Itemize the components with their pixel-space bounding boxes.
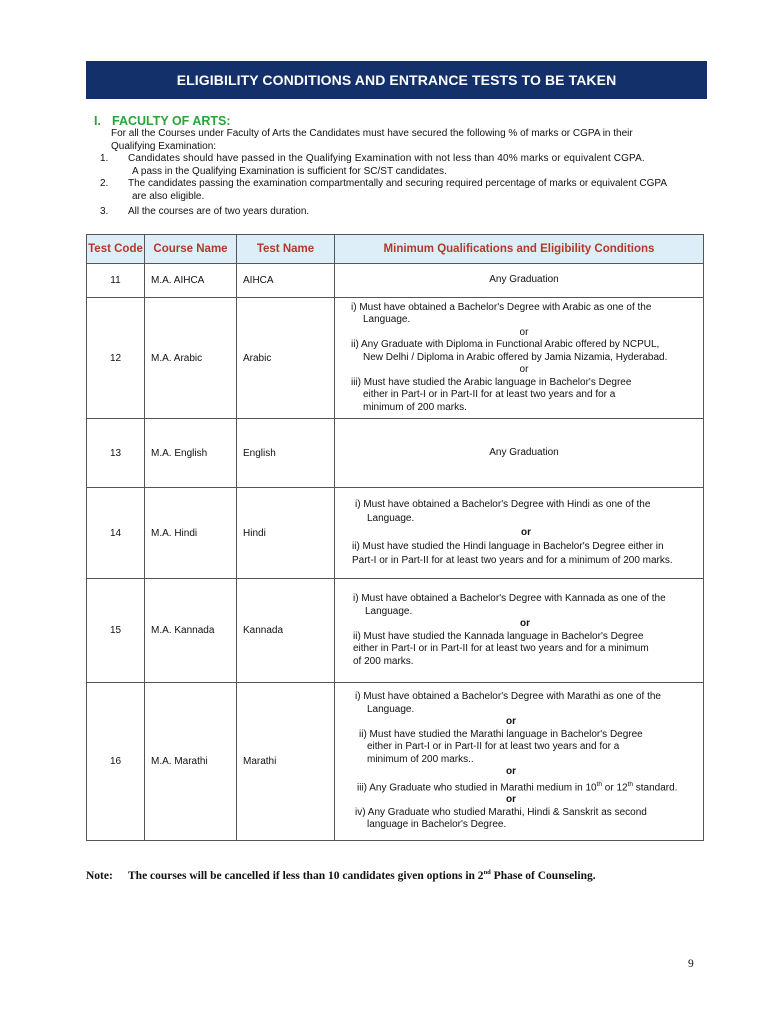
- table-row: [87, 683, 704, 841]
- header-test-code: Test Code: [87, 235, 145, 264]
- list-text: The candidates passing the examination compartmentally and securing required percentage of marks or equivalent CGPA: [128, 178, 667, 189]
- course-name: M.A. Marathi: [145, 683, 237, 841]
- eligibility-table: [86, 234, 704, 841]
- list-text: Candidates should have passed in the Qualifying Examination with not less than 40% marks or equivalent CGPA.: [128, 153, 645, 164]
- condition-text: [355, 779, 697, 795]
- condition-text: iii) Must have studied the Arabic language in Bachelor's Degree: [351, 376, 632, 388]
- test-name: Kannada: [237, 579, 335, 683]
- intro-line: For all the Courses under Faculty of Arts the Candidates must have secured the following % of marks or CGPA in their: [111, 128, 633, 139]
- or-separator: or: [519, 364, 529, 376]
- test-name: Marathi: [237, 683, 335, 841]
- title-banner: [86, 61, 707, 99]
- page-number: 9: [688, 958, 694, 970]
- condition-text-part: standard.: [633, 781, 678, 793]
- superscript: th: [596, 780, 602, 788]
- banner-title: ELIGIBILITY CONDITIONS AND ENTRANCE TESTS TO BE TAKEN: [176, 72, 617, 88]
- conditions: [335, 419, 704, 488]
- conditions: [335, 683, 704, 841]
- condition-text: i) Must have obtained a Bachelor's Degree with Arabic as one of the: [351, 301, 652, 313]
- condition-text: i) Must have obtained a Bachelor's Degree with Hindi as one of the: [355, 499, 651, 510]
- course-name: M.A. Arabic: [145, 298, 237, 419]
- note-text: The courses will be cancelled if less than 10 candidates given options in 2: [128, 869, 484, 882]
- section-intro: [111, 128, 706, 153]
- condition-text: either in Part-I or in Part-II for at least two years and for a: [363, 389, 616, 401]
- condition-text: i) Must have obtained a Bachelor's Degree with Kannada as one of the: [353, 593, 666, 604]
- condition-text: New Delhi / Diploma in Arabic offered by Jamia Nizamia, Hyderabad.: [363, 351, 668, 363]
- condition-text: of 200 marks.: [353, 655, 414, 667]
- list-text-continued: are also eligible.: [132, 190, 205, 202]
- header-test-name: Test Name: [237, 235, 335, 264]
- condition-text: iv) Any Graduate who studied Marathi, Hindi & Sanskrit as second: [355, 806, 647, 818]
- note-label: Note:: [86, 869, 113, 882]
- section-heading: [94, 114, 231, 128]
- test-name: English: [237, 419, 335, 488]
- list-number: 1.: [100, 153, 109, 164]
- list-item: [100, 178, 706, 191]
- table-row: [87, 264, 704, 298]
- list-text-continued: A pass in the Qualifying Examination is sufficient for SC/ST candidates.: [132, 165, 447, 177]
- note-superscript: nd: [483, 869, 491, 876]
- superscript: th: [627, 780, 633, 788]
- test-code: 11: [87, 264, 145, 298]
- test-code: 14: [87, 488, 145, 579]
- section-title: FACULTY OF ARTS:: [112, 114, 231, 128]
- condition-text: Language.: [367, 513, 415, 524]
- condition-text: minimum of 200 marks.: [363, 401, 467, 413]
- conditions: [335, 298, 704, 419]
- condition-text: ii) Must have studied the Hindi language in Bachelor's Degree either in: [352, 541, 664, 552]
- condition-text: language in Bachelor's Degree.: [367, 819, 507, 831]
- condition-text: Part-I or in Part-II for at least two years and for a minimum of 200 marks.: [352, 555, 673, 566]
- condition-text: Any Graduation: [489, 447, 559, 458]
- table-row: [87, 298, 704, 419]
- or-separator: or: [506, 794, 516, 806]
- condition-text-part: iii) Any Graduate who studied in Marathi medium in 10: [357, 781, 597, 793]
- conditions-list: [100, 153, 706, 219]
- condition-text: Language.: [367, 703, 415, 715]
- condition-text: either in Part-I or in Part-II for at least two years and for a minimum: [353, 643, 649, 654]
- test-name: Arabic: [237, 298, 335, 419]
- or-separator: or: [521, 527, 531, 538]
- conditions: [335, 264, 704, 298]
- test-name: Hindi: [237, 488, 335, 579]
- list-number: 2.: [100, 178, 109, 189]
- condition-text: Any Graduation: [489, 274, 559, 286]
- condition-text: either in Part-I or in Part-II for at least two years and for a: [367, 741, 620, 753]
- section-number: I.: [94, 114, 101, 128]
- list-number: 3.: [100, 206, 109, 217]
- course-name: M.A. Hindi: [145, 488, 237, 579]
- or-separator: or: [520, 618, 530, 629]
- conditions: [335, 579, 704, 683]
- list-item: [100, 206, 706, 219]
- table-row: [87, 579, 704, 683]
- table-row: [87, 488, 704, 579]
- list-item: [100, 153, 706, 166]
- intro-line: Qualifying Examination:: [111, 140, 217, 152]
- test-code: 12: [87, 298, 145, 419]
- condition-text: minimum of 200 marks..: [367, 753, 474, 765]
- course-name: M.A. Kannada: [145, 579, 237, 683]
- condition-text: ii) Must have studied the Marathi language in Bachelor's Degree: [359, 728, 643, 740]
- course-name: M.A. English: [145, 419, 237, 488]
- header-conditions: Minimum Qualifications and Eligibility Conditions: [335, 235, 704, 264]
- table-row: [87, 419, 704, 488]
- condition-text-part: or 12: [602, 781, 628, 793]
- test-name: AIHCA: [237, 264, 335, 298]
- footnote: [86, 869, 596, 882]
- or-separator: or: [519, 326, 529, 338]
- test-code: 16: [87, 683, 145, 841]
- list-text: All the courses are of two years duration.: [128, 206, 310, 217]
- condition-text: ii) Any Graduate with Diploma in Functional Arabic offered by NCPUL,: [351, 339, 660, 351]
- condition-text: i) Must have obtained a Bachelor's Degree with Marathi as one of the: [355, 691, 661, 703]
- condition-text: Language.: [365, 605, 413, 617]
- condition-text: Language.: [363, 314, 411, 326]
- course-name: M.A. AIHCA: [145, 264, 237, 298]
- or-separator: or: [506, 716, 516, 728]
- test-code: 15: [87, 579, 145, 683]
- or-separator: or: [506, 766, 516, 778]
- conditions: [335, 488, 704, 579]
- note-text-end: Phase of Counseling.: [490, 869, 596, 882]
- condition-text: ii) Must have studied the Kannada language in Bachelor's Degree: [353, 630, 644, 642]
- test-code: 13: [87, 419, 145, 488]
- header-course-name: Course Name: [145, 235, 237, 264]
- table-header-row: [87, 235, 704, 264]
